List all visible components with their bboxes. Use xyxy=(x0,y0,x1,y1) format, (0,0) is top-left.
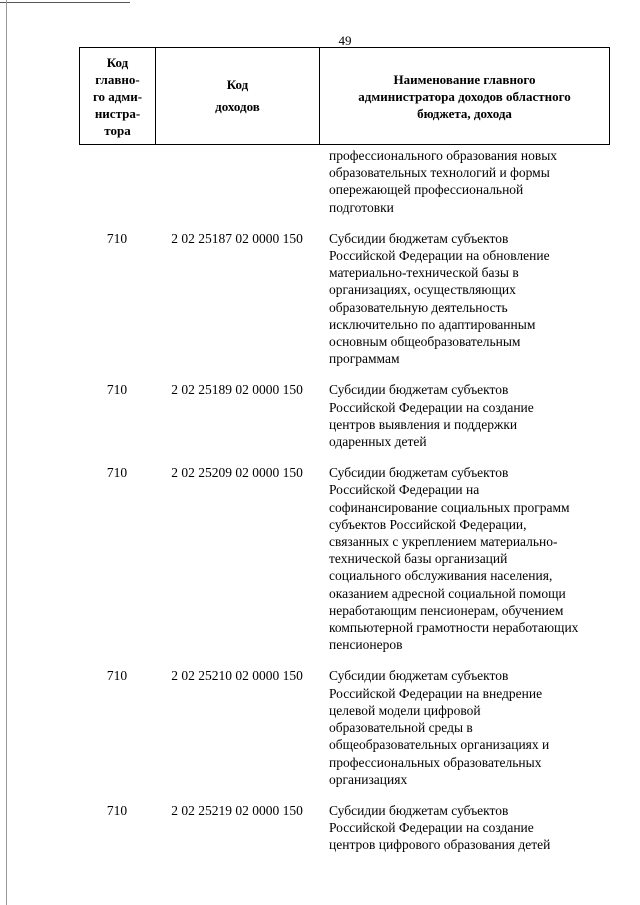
revenue-code-cell: 2 02 25210 02 0000 150 xyxy=(171,668,303,684)
revenue-name-cell xyxy=(319,228,610,368)
table-body xyxy=(79,147,610,854)
revenue-name-cell xyxy=(319,379,610,450)
revenue-name-cell xyxy=(319,147,610,216)
table-header xyxy=(79,47,610,145)
revenue-name-line: социального обслуживания населения, xyxy=(329,568,553,584)
table-row xyxy=(79,665,610,787)
revenue-code-cell: 2 02 25187 02 0000 150 xyxy=(171,230,303,246)
admin-code-cell: 710 xyxy=(106,465,128,481)
revenue-name-line: материально-технической базы в xyxy=(329,265,519,281)
revenue-name-line: профессионального образования новых xyxy=(329,148,558,163)
revenue-name-line: подготовки xyxy=(329,199,394,215)
revenue-name-line: профессиональных образовательных xyxy=(329,754,542,770)
revenue-name-cell xyxy=(319,800,610,854)
table-row xyxy=(79,228,610,368)
revenue-name-line: пенсионеров xyxy=(329,637,403,653)
page-number: 49 xyxy=(338,33,352,48)
revenue-name-line: технической базы организаций xyxy=(329,551,508,567)
revenue-name-line: связанных с укреплением материально- xyxy=(329,534,558,550)
admin-code-cell: 710 xyxy=(106,668,128,684)
table-row xyxy=(79,462,610,653)
revenue-name-line: организациях, осуществляющих xyxy=(329,282,516,298)
revenue-name-cell xyxy=(319,462,610,653)
revenue-name-line: Российской Федерации на обновление xyxy=(329,248,550,264)
revenue-name-line: организациях xyxy=(329,771,408,787)
table-row xyxy=(79,379,610,450)
admin-code-cell xyxy=(79,147,155,216)
revenue-name-line: Субсидии бюджетам субъектов xyxy=(329,230,509,246)
revenue-name-line: опережающей профессиональной xyxy=(329,182,524,198)
revenue-name-line: одаренных детей xyxy=(329,434,427,450)
revenue-name-line: общеобразовательных организациях и xyxy=(329,737,550,753)
revenue-code-cell xyxy=(155,147,319,216)
revenue-name-cell xyxy=(319,665,610,787)
revenue-name-line: образовательную деятельность xyxy=(329,299,508,315)
left-margin-rule xyxy=(6,0,7,905)
header-revenue-code: Код доходов xyxy=(156,48,320,144)
revenue-name-line: Субсидии бюджетам субъектов xyxy=(329,465,509,481)
revenue-name-line: образовательной среды в xyxy=(329,720,473,736)
revenue-name-line: исключительно по адаптированным xyxy=(329,316,536,332)
revenue-name-line: софинансирование социальных программ xyxy=(329,499,570,515)
revenue-code-cell: 2 02 25209 02 0000 150 xyxy=(171,465,303,481)
revenue-name-line: Российской Федерации на внедрение xyxy=(329,685,543,701)
admin-code-cell: 710 xyxy=(106,230,128,246)
revenue-name-line: Российской Федерации на xyxy=(329,482,480,498)
revenue-name-line: основным общеобразовательным xyxy=(329,334,521,350)
admin-code-cell: 710 xyxy=(106,382,128,398)
revenue-name-line: Российской Федерации на создание xyxy=(329,820,534,836)
top-rule xyxy=(0,2,130,3)
header-admin-code: Код главно- го адми- нистра- тора xyxy=(80,48,156,144)
revenue-name-line: Субсидии бюджетам субъектов xyxy=(329,802,509,818)
revenue-name-line: Российской Федерации на создание xyxy=(329,399,534,415)
revenue-name-line: центров выявления и поддержки xyxy=(329,416,518,432)
revenue-name-line: образовательных технологий и формы xyxy=(329,165,550,181)
revenue-code-cell: 2 02 25189 02 0000 150 xyxy=(171,382,303,398)
revenue-name-line: программам xyxy=(329,351,400,367)
revenue-name-line: неработающим пенсионерам, обучением xyxy=(329,602,564,618)
table-row xyxy=(79,147,610,216)
revenue-name-line: центров цифрового образования детей xyxy=(329,837,551,853)
revenue-name-line: Субсидии бюджетам субъектов xyxy=(329,668,509,684)
revenue-name-line: оказанием адресной социальной помощи xyxy=(329,585,566,601)
revenue-name-line: компьютерной грамотности неработающих xyxy=(329,620,579,636)
revenue-name-line: целевой модели цифровой xyxy=(329,702,481,718)
header-administrator-name: Наименование главного администратора доходов областного бюджета, дохода xyxy=(358,71,571,121)
revenue-code-cell: 2 02 25219 02 0000 150 xyxy=(171,802,303,818)
admin-code-cell: 710 xyxy=(106,802,128,818)
revenue-name-line: субъектов Российской Федерации, xyxy=(329,516,527,532)
table-row xyxy=(79,800,610,854)
revenue-name-line: Субсидии бюджетам субъектов xyxy=(329,382,509,398)
